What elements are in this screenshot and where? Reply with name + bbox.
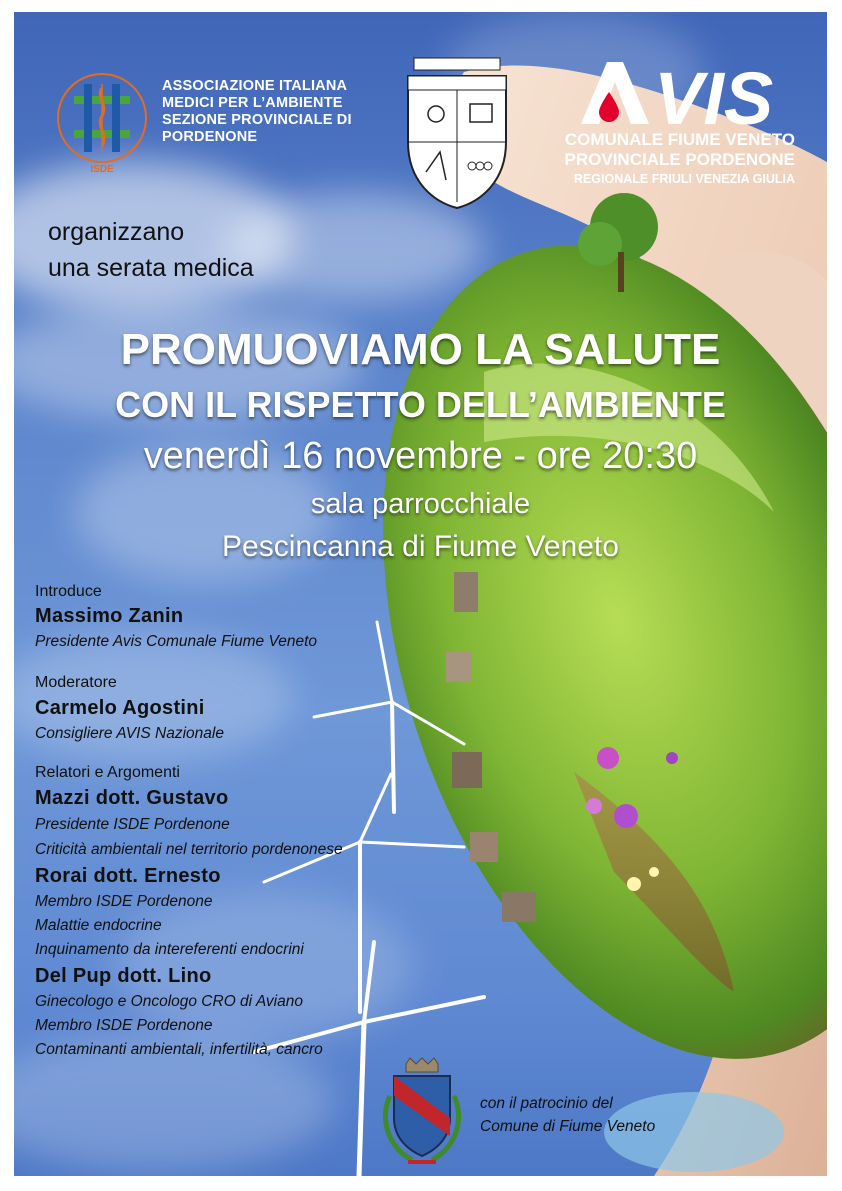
isde-association-name [162, 78, 352, 146]
avis-line-comunale: COMUNALE FIUME VENETO [564, 130, 795, 149]
patronage-line: con il patrocinio del [480, 1095, 613, 1112]
poster [14, 12, 827, 1176]
role-label: Moderatore [35, 674, 117, 691]
intro-text [48, 214, 254, 286]
patronage-line: Comune di Fiume Veneto [480, 1118, 656, 1135]
speaker-detail: Consigliere AVIS Nazionale [35, 725, 224, 742]
fiume-veneto-coat-of-arms-icon [372, 1056, 472, 1174]
speaker-name: Del Pup dott. Lino [35, 965, 212, 987]
headline-line-2: CON IL RISPETTO DELL’AMBIENTE [115, 384, 726, 425]
intro-line: organizzano [48, 218, 185, 246]
isde-line: MEDICI PER L’AMBIENTE [162, 95, 343, 111]
event-venue: sala parrocchiale [310, 488, 531, 520]
role-label: Relatori e Argomenti [35, 764, 180, 781]
speaker-detail: Membro ISDE Pordenone [35, 893, 213, 910]
patronage [480, 1092, 655, 1138]
headline-line-1: PROMUOVIAMO LA SALUTE [120, 325, 721, 374]
speaker-name: Mazzi dott. Gustavo [35, 787, 229, 809]
speaker-detail: Presidente Avis Comunale Fiume Veneto [35, 633, 318, 650]
avis-line-regionale: REGIONALE FRIULI VENEZIA GIULIA [573, 172, 795, 186]
speaker-detail: Ginecologo e Oncologo CRO di Aviano [35, 993, 303, 1010]
isde-line: SEZIONE PROVINCIALE DI [162, 112, 352, 128]
speaker-detail: Presidente ISDE Pordenone [35, 816, 230, 833]
avis-sections [565, 130, 795, 188]
speaker-topic: Contaminanti ambientali, infertilità, cancro [35, 1041, 323, 1058]
speaker-name: Massimo Zanin [35, 605, 184, 627]
role-label: Introduce [35, 583, 102, 600]
isde-line: ASSOCIAZIONE ITALIANA [162, 78, 348, 94]
program [35, 560, 455, 1062]
speaker-detail: Membro ISDE Pordenone [35, 1017, 213, 1034]
isde-line: PORDENONE [162, 129, 258, 145]
avis-logo-icon [559, 54, 799, 134]
speaker-name: Rorai dott. Ernesto [35, 865, 221, 887]
speaker-topic: Malattie endocrine [35, 917, 162, 934]
svg-text:VIS: VIS [654, 57, 774, 134]
pro-loco-shield-icon [400, 52, 514, 212]
avis-line-provinciale: PROVINCIALE PORDENONE [564, 150, 795, 169]
event-location: Pescincanna di Fiume Veneto [222, 530, 619, 563]
event-date: venerdì 16 novembre - ore 20:30 [143, 435, 698, 477]
speaker-topic: Criticità ambientali nel territorio pordenonese [35, 841, 343, 858]
intro-line: una serata medica [48, 254, 254, 282]
isde-logo-icon [48, 60, 156, 192]
speaker-topic: Inquinamento da intereferenti endocrini [35, 941, 304, 958]
svg-text:ISDE: ISDE [90, 164, 114, 175]
speaker-name: Carmelo Agostini [35, 697, 205, 719]
